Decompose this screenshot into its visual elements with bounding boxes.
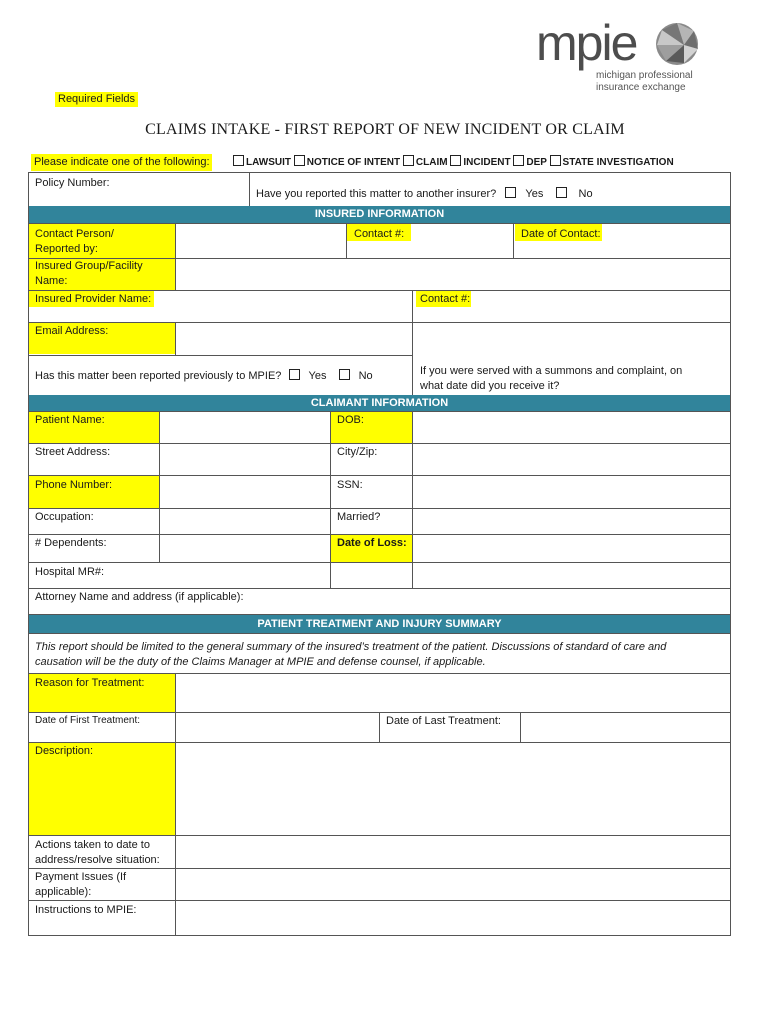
- married-label: Married?: [337, 511, 381, 523]
- actions-taken-label: Actions taken to date to address/resolve situation:: [35, 839, 160, 866]
- summons-question: If you were served with a summons and complaint, on what date did you receive it?: [420, 365, 683, 392]
- option-state-investigation[interactable]: STATE INVESTIGATION: [550, 157, 674, 168]
- email-address-field[interactable]: [177, 323, 409, 354]
- patient-name-label: Patient Name:: [35, 414, 105, 426]
- contact-person-field[interactable]: [177, 225, 345, 257]
- street-address-label: Street Address:: [35, 446, 111, 458]
- incident-type-options: [233, 155, 674, 170]
- logo-gem-icon: [654, 21, 700, 67]
- logo-tagline-1: michigan professional: [596, 70, 693, 81]
- instructions-field[interactable]: [177, 901, 727, 934]
- contact-number-label: Contact #:: [354, 228, 405, 240]
- phone-number-label: Phone Number:: [35, 479, 113, 491]
- date-of-loss-field[interactable]: [414, 535, 727, 561]
- date-of-loss-label: Date of Loss:: [337, 537, 407, 549]
- hospital-mr-extra-field[interactable]: [414, 563, 727, 587]
- attorney-field[interactable]: [260, 589, 726, 613]
- insured-provider-name-label: Insured Provider Name:: [35, 293, 152, 305]
- indicate-prompt: Please indicate one of the following:: [31, 154, 212, 171]
- reported-mpie-yes-label: Yes: [308, 370, 327, 382]
- mpie-logo: [536, 15, 706, 98]
- email-address-label: Email Address:: [35, 325, 109, 337]
- first-treatment-field[interactable]: [177, 713, 377, 741]
- treatment-note: This report should be limited to the general summary of the insured’s treatment of the patient. Discussions of standard of care and causation will be the duty of the Claims Manager at MPIE and defense counsel, if applicable.: [35, 641, 667, 668]
- option-incident[interactable]: INCIDENT: [450, 157, 510, 168]
- ssn-field[interactable]: [414, 476, 727, 507]
- last-treatment-field[interactable]: [522, 713, 727, 741]
- checkbox-icon[interactable]: [294, 155, 305, 166]
- option-lawsuit[interactable]: LAWSUIT: [233, 157, 291, 168]
- checkbox-icon[interactable]: [550, 155, 561, 166]
- insured-group-label: Insured Group/Facility Name:: [35, 260, 143, 287]
- patient-name-field[interactable]: [161, 412, 328, 442]
- other-insurer-yes-checkbox-icon[interactable]: [505, 187, 516, 198]
- description-label: Description:: [35, 745, 94, 757]
- policy-number-label: Policy Number:: [35, 177, 110, 189]
- claimant-information-header: CLAIMANT INFORMATION: [29, 395, 730, 411]
- payment-issues-label: Payment Issues (If applicable):: [35, 871, 127, 898]
- payment-issues-field[interactable]: [177, 869, 727, 900]
- form-title: CLAIMS INTAKE - FIRST REPORT OF NEW INCIDENT OR CLAIM: [145, 121, 625, 138]
- reason-for-treatment-label: Reason for Treatment:: [35, 677, 145, 689]
- reported-mpie-no-label: No: [358, 370, 373, 382]
- other-insurer-no-label: No: [578, 188, 593, 200]
- checkbox-icon[interactable]: [450, 155, 461, 166]
- option-claim[interactable]: CLAIM: [403, 157, 448, 168]
- reported-mpie-no-checkbox-icon[interactable]: [339, 369, 350, 380]
- street-address-field[interactable]: [161, 444, 328, 474]
- hospital-mr-label: Hospital MR#:: [35, 566, 105, 578]
- married-field[interactable]: [414, 509, 727, 533]
- provider-contact-field[interactable]: [473, 291, 727, 321]
- checkbox-icon[interactable]: [233, 155, 244, 166]
- instructions-label: Instructions to MPIE:: [35, 904, 137, 916]
- provider-contact-label: Contact #:: [420, 293, 471, 305]
- ssn-label: SSN:: [337, 479, 363, 491]
- logo-tagline-2: insurance exchange: [596, 82, 686, 93]
- description-field[interactable]: [177, 743, 727, 834]
- occupation-label: Occupation:: [35, 511, 94, 523]
- dob-label: DOB:: [337, 414, 364, 426]
- other-insurer-question: Have you reported this matter to another insurer? Yes No: [256, 188, 593, 200]
- checkbox-icon[interactable]: [513, 155, 524, 166]
- hospital-mr-field[interactable]: [161, 563, 328, 587]
- dob-field[interactable]: [414, 412, 727, 442]
- dependents-label: # Dependents:: [35, 537, 107, 549]
- reason-for-treatment-field[interactable]: [177, 674, 727, 711]
- reported-mpie-yes-checkbox-icon[interactable]: [289, 369, 300, 380]
- logo-wordmark: mpie: [536, 15, 637, 71]
- contact-person-label: Contact Person/ Reported by:: [35, 228, 114, 255]
- insured-provider-name-field[interactable]: [177, 291, 409, 321]
- option-notice-of-intent[interactable]: NOTICE OF INTENT: [294, 157, 400, 168]
- first-treatment-label: Date of First Treatment:: [35, 715, 141, 726]
- other-insurer-yes-label: Yes: [525, 188, 544, 200]
- attorney-label: Attorney Name and address (if applicable):: [35, 591, 244, 603]
- policy-number-field[interactable]: [130, 176, 245, 202]
- date-of-contact-field[interactable]: [604, 225, 728, 257]
- option-dep[interactable]: DEP: [513, 157, 546, 168]
- date-of-contact-label: Date of Contact:: [521, 228, 601, 240]
- city-zip-label: City/Zip:: [337, 446, 378, 458]
- actions-taken-field[interactable]: [177, 836, 727, 867]
- patient-treatment-header: PATIENT TREATMENT AND INJURY SUMMARY: [29, 615, 730, 633]
- insured-group-field[interactable]: [177, 260, 727, 289]
- insured-information-header: INSURED INFORMATION: [29, 206, 730, 223]
- last-treatment-label: Date of Last Treatment:: [386, 715, 501, 727]
- phone-number-field[interactable]: [161, 476, 328, 507]
- required-fields-legend: Required Fields: [55, 92, 138, 107]
- checkbox-icon[interactable]: [403, 155, 414, 166]
- occupation-field[interactable]: [161, 509, 328, 533]
- city-zip-field[interactable]: [414, 444, 727, 474]
- reported-mpie-question: Has this matter been reported previously to MPIE? Yes No: [35, 370, 373, 382]
- other-insurer-no-checkbox-icon[interactable]: [556, 187, 567, 198]
- contact-number-field[interactable]: [412, 225, 512, 257]
- dependents-field[interactable]: [161, 535, 328, 561]
